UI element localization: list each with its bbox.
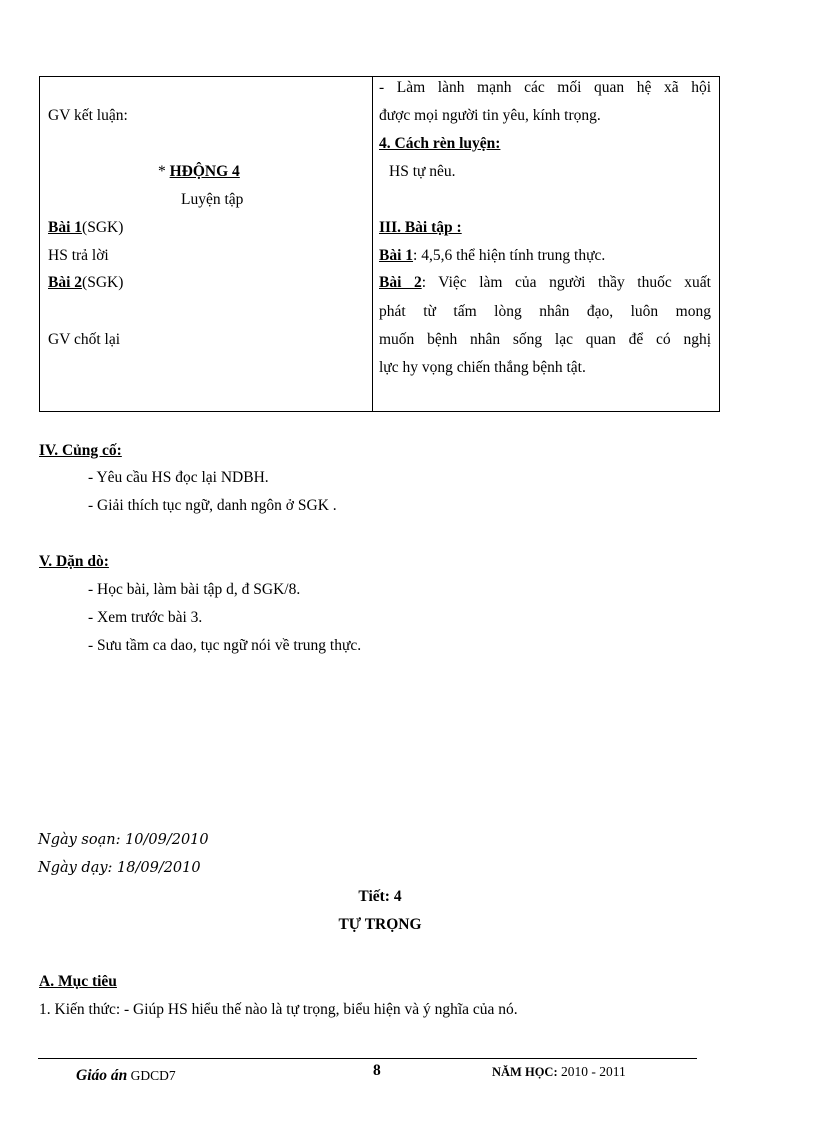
ngay-day: Ngày dạy: 18/09/2010 — [38, 860, 201, 876]
dan-do-item-1: - Học bài, làm bài tập d, đ SGK/8. — [88, 581, 301, 598]
bai2-left: Bài 2(SGK) — [48, 274, 124, 291]
page-number: 8 — [373, 1062, 381, 1079]
hs-tu-neu: HS tự nêu. — [389, 163, 456, 180]
hdong-heading: * HĐỘNG 4 — [158, 163, 240, 180]
luyen-tap: Luyện tập — [181, 191, 244, 208]
footer-left: Giáo án GDCD7 — [76, 1067, 176, 1084]
lesson-table — [39, 76, 720, 412]
right-line-2: được mọi người tin yêu, kính trọng. — [379, 107, 601, 124]
bai1-left: Bài 1(SGK) — [48, 219, 124, 236]
cung-co-item-2: - Giải thích tục ngữ, danh ngôn ở SGK . — [88, 497, 337, 514]
bai2-line-4: lực hy vọng chiến thắng bệnh tật. — [379, 359, 586, 376]
gv-chot-lai: GV chốt lại — [48, 331, 121, 348]
bai1-right: Bài 1: 4,5,6 thể hiện tính trung thực. — [379, 247, 606, 264]
cung-co-item-1: - Yêu cầu HS đọc lại NDBH. — [88, 469, 269, 486]
dan-do-item-2: - Xem trước bài 3. — [88, 609, 203, 626]
ngay-soan: Ngày soạn: 10/09/2010 — [38, 832, 209, 848]
muc-tieu-item-1: 1. Kiến thức: - Giúp HS hiểu thế nào là tự trọng, biểu hiện và ý nghĩa của nó. — [39, 1001, 518, 1018]
cung-co-heading: IV. Củng cố: — [39, 442, 122, 459]
bai2-right: Bài 2: Việc làm của người thầy thuốc xuất — [379, 274, 711, 291]
gv-ket-luan: GV kết luận: — [48, 107, 128, 124]
bai2-line-2: phát từ tấm lòng nhân đạo, luôn mong — [379, 303, 711, 320]
tiet-number: Tiết: 4 — [358, 888, 402, 905]
bai-tap-heading: III. Bài tập : — [379, 219, 462, 236]
bai2-line-3: muốn bệnh nhân sống lạc quan để có nghị — [379, 331, 711, 348]
lesson-title: TỰ TRỌNG — [338, 916, 422, 933]
dan-do-heading: V. Dặn dò: — [39, 553, 109, 570]
left-column — [40, 77, 373, 412]
right-line-1: - Làm lành mạnh các mối quan hệ xã hội — [379, 79, 711, 96]
hs-tra-loi: HS trả lời — [48, 247, 109, 264]
dan-do-item-3: - Sưu tầm ca dao, tục ngữ nói về trung thực. — [88, 637, 362, 654]
footer-rule — [38, 1058, 697, 1059]
cach-ren-luyen-heading: 4. Cách rèn luyện: — [379, 135, 501, 152]
right-column — [373, 77, 720, 412]
muc-tieu-heading: A. Mục tiêu — [39, 973, 117, 990]
footer-right: NĂM HỌC: 2010 - 2011 — [492, 1064, 626, 1079]
